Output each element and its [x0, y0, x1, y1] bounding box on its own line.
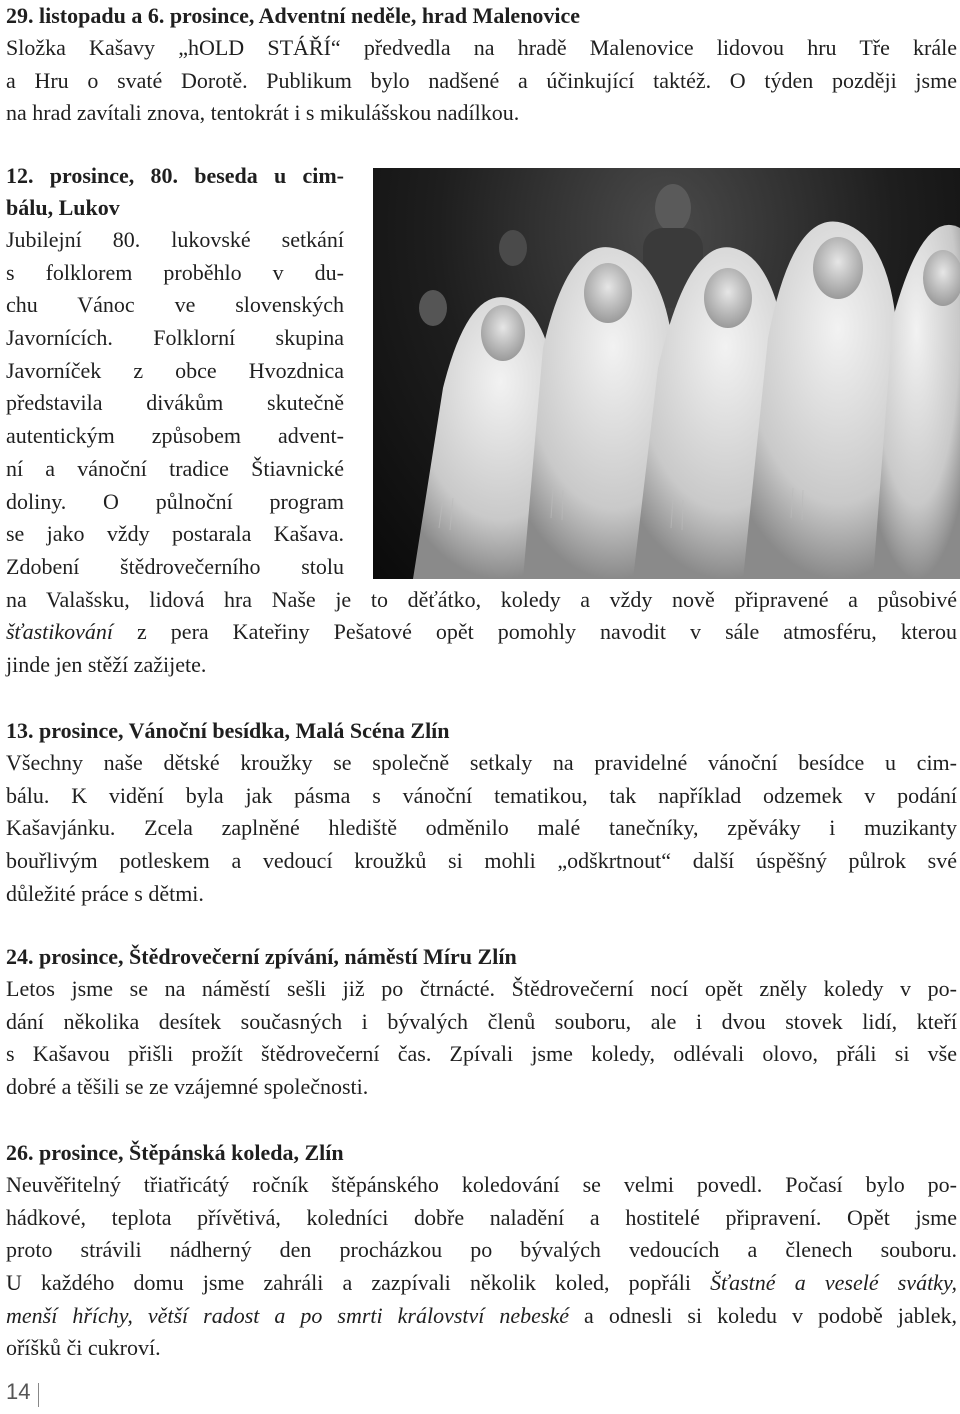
paragraph-line: doliny. O půlnoční program	[6, 488, 344, 514]
paragraph-line: proto strávili nádherný den procházkou po bývalých vedoucích a členech souboru.	[6, 1237, 957, 1263]
paragraph-line: Javornících. Folklorní skupina	[6, 325, 344, 351]
paragraph-line: bálu. K vidění byla jak pásma s vánoční tematikou, tak například odzemek v podání	[6, 782, 957, 808]
italic-phrase: Šťastné a veselé svátky,	[690, 1270, 957, 1296]
paragraph-line: dobré a těšili se ze vzájemné společnosti.	[6, 1074, 369, 1100]
folklore-photo	[373, 168, 960, 579]
italic-phrase: menší hříchy, větší radost a po smrti království nebeské	[6, 1302, 570, 1328]
section-vanocni-besidka	[6, 715, 957, 910]
section-heading: 12. prosince, 80. beseda u cim-	[6, 163, 344, 188]
paragraph-line	[6, 1300, 957, 1333]
line-text: a odnesli si koledu v podobě jablek,	[569, 1302, 957, 1328]
paragraph-line: dání několika desítek současných i bývalých členů souboru, ale i dvou stovek lidí, kteří	[6, 1008, 957, 1034]
section-heading: bálu, Lukov	[6, 195, 120, 220]
line-text: z pera Kateřiny Pešatové opět pomohly navodit v sále atmosféru, kterou	[113, 619, 957, 645]
paragraph-line: chu Vánoc ve slovenských	[6, 292, 344, 318]
paragraph-line: autentickým způsobem advent-	[6, 423, 344, 449]
italic-phrase: šťastikování	[6, 619, 113, 645]
photo-illustration	[373, 168, 960, 579]
paragraph-line	[6, 1267, 957, 1300]
paragraph-line: Javorníček z obce Hvozdnica	[6, 357, 344, 383]
paragraph-line: s Kašavou přišli prožít štědrovečerní čas. Zpívali jsme koledy, odlévali olovo, přáli si vše	[6, 1041, 957, 1067]
paragraph-line: oříšků či cukroví.	[6, 1335, 161, 1361]
section-stedrovecerni-zpivani	[6, 941, 957, 1104]
section-heading: 29. listopadu a 6. prosince, Adventní neděle, hrad Malenovice	[6, 3, 581, 28]
paragraph-line: představila divákům skutečně	[6, 390, 344, 416]
paragraph-line: hádkové, teplota přívětivá, koledníci dobře naladění a hostitelé připravení. Opět jsme	[6, 1204, 957, 1230]
paragraph-line	[6, 616, 957, 649]
paragraph-line: na hrad zavítali znova, tentokrát i s mikulášskou nadílkou.	[6, 100, 520, 126]
section-heading: 26. prosince, Štěpánská koleda, Zlín	[6, 1140, 344, 1165]
paragraph-line: důležité práce s dětmi.	[6, 880, 204, 906]
paragraph-line: Složka Kašavy „hOLD STÁŘÍ“ předvedla na hradě Malenovice lidovou hru Tře krále	[6, 35, 957, 60]
paragraph-line: jinde jen stěží zažijete.	[6, 651, 207, 677]
page-number-divider	[38, 1383, 39, 1407]
section-heading: 13. prosince, Vánoční besídka, Malá Scéna Zlín	[6, 718, 450, 743]
line-text: U každého domu jsme zahráli a zazpívali několik koled, popřáli	[6, 1270, 691, 1296]
paragraph-line: ní a vánoční tradice Štiavnické	[6, 455, 344, 481]
paragraph-line: se jako vždy postarala Kašava.	[6, 521, 344, 547]
paragraph-line: Jubilejní 80. lukovské setkání	[6, 227, 344, 252]
page-number: 14	[6, 1379, 31, 1404]
section-stepanska-koleda	[6, 1137, 957, 1365]
paragraph-line: bouřlivým potleskem a vedoucí kroužků si mohli „odškrtnout“ další úspěšný půlrok své	[6, 848, 957, 874]
paragraph-line: na Valašsku, lidová hra Naše je to děťátko, koledy a vždy nově připravené a působivé	[6, 586, 957, 612]
section-heading: 24. prosince, Štědrovečerní zpívání, náměstí Míru Zlín	[6, 944, 517, 969]
paragraph-line: Zdobení štědrovečerního stolu	[6, 553, 344, 579]
paragraph-line: Kašavjánku. Zcela zaplněné hlediště odměnilo malé tanečníky, zpěváky i muzikanty	[6, 815, 957, 841]
section-adventni-nedele	[6, 0, 957, 130]
paragraph-line: a Hru o svaté Dorotě. Publikum bylo nadšené a účinkující taktéž. O týden později jsme	[6, 67, 957, 93]
paragraph-line: Letos jsme se na náměstí sešli již po čtrnácté. Štědrovečerní nocí opět zněly koledy v po-	[6, 976, 957, 1001]
paragraph-line: Neuvěřitelný třiatřicátý ročník štěpánského koledování se velmi povedl. Počasí bylo po-	[6, 1172, 957, 1197]
paragraph-line: Všechny naše dětské kroužky se společně setkaly na pravidelné vánoční besídce u cim-	[6, 750, 957, 775]
paragraph-line: s folklorem proběhlo v du-	[6, 259, 344, 285]
